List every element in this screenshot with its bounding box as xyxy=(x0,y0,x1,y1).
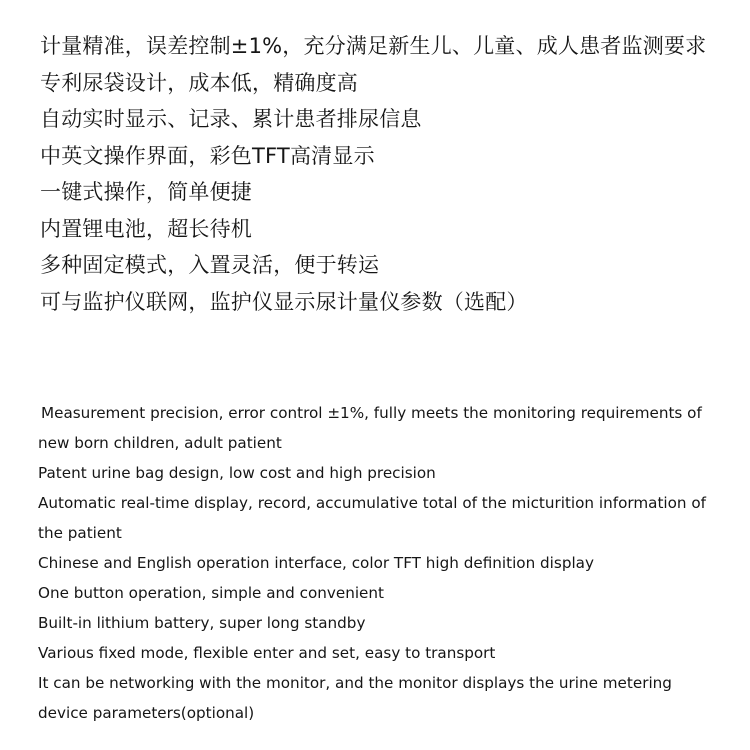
chinese-feature-item: 一键式操作，简单便捷 xyxy=(40,180,252,204)
english-feature-item: Automatic real-time display, record, accumulative total of the micturition information of the patient xyxy=(38,494,707,542)
english-feature-item: Built-in lithium battery, super long standby xyxy=(38,614,366,632)
english-feature-item: Various fixed mode, flexible enter and set, easy to transport xyxy=(38,644,496,662)
english-feature-item: Patent urine bag design, low cost and high precision xyxy=(38,464,436,482)
english-feature-item: It can be networking with the monitor, and the monitor displays the urine metering device parameters(optional) xyxy=(38,674,672,722)
chinese-feature-item: 多种固定模式，入置灵活，便于转运 xyxy=(40,253,380,277)
chinese-feature-item: 内置锂电池，超长待机 xyxy=(40,216,252,241)
chinese-feature-item: 计量精准，误差控制±1%，充分满足新生儿、儿童、成人患者监测要求 xyxy=(40,34,707,58)
chinese-feature-list xyxy=(40,28,720,320)
chinese-feature-item: 专利尿袋设计，成本低，精确度高 xyxy=(40,70,358,95)
english-feature-item: One button operation, simple and convenient xyxy=(38,584,384,602)
chinese-feature-item: 自动实时显示、记录、累计患者排尿信息 xyxy=(40,107,422,131)
english-feature-item: Measurement precision, error control ±1%, fully meets the monitoring requirements of new born children, adult patient xyxy=(38,404,702,452)
english-feature-list xyxy=(38,398,712,728)
english-feature-item: Chinese and English operation interface, color TFT high definition display xyxy=(38,554,594,572)
chinese-feature-item: 中英文操作界面，彩色TFT高清显示 xyxy=(40,143,375,168)
chinese-feature-item: 可与监护仪联网，监护仪显示尿计量仪参数（选配） xyxy=(40,289,528,314)
